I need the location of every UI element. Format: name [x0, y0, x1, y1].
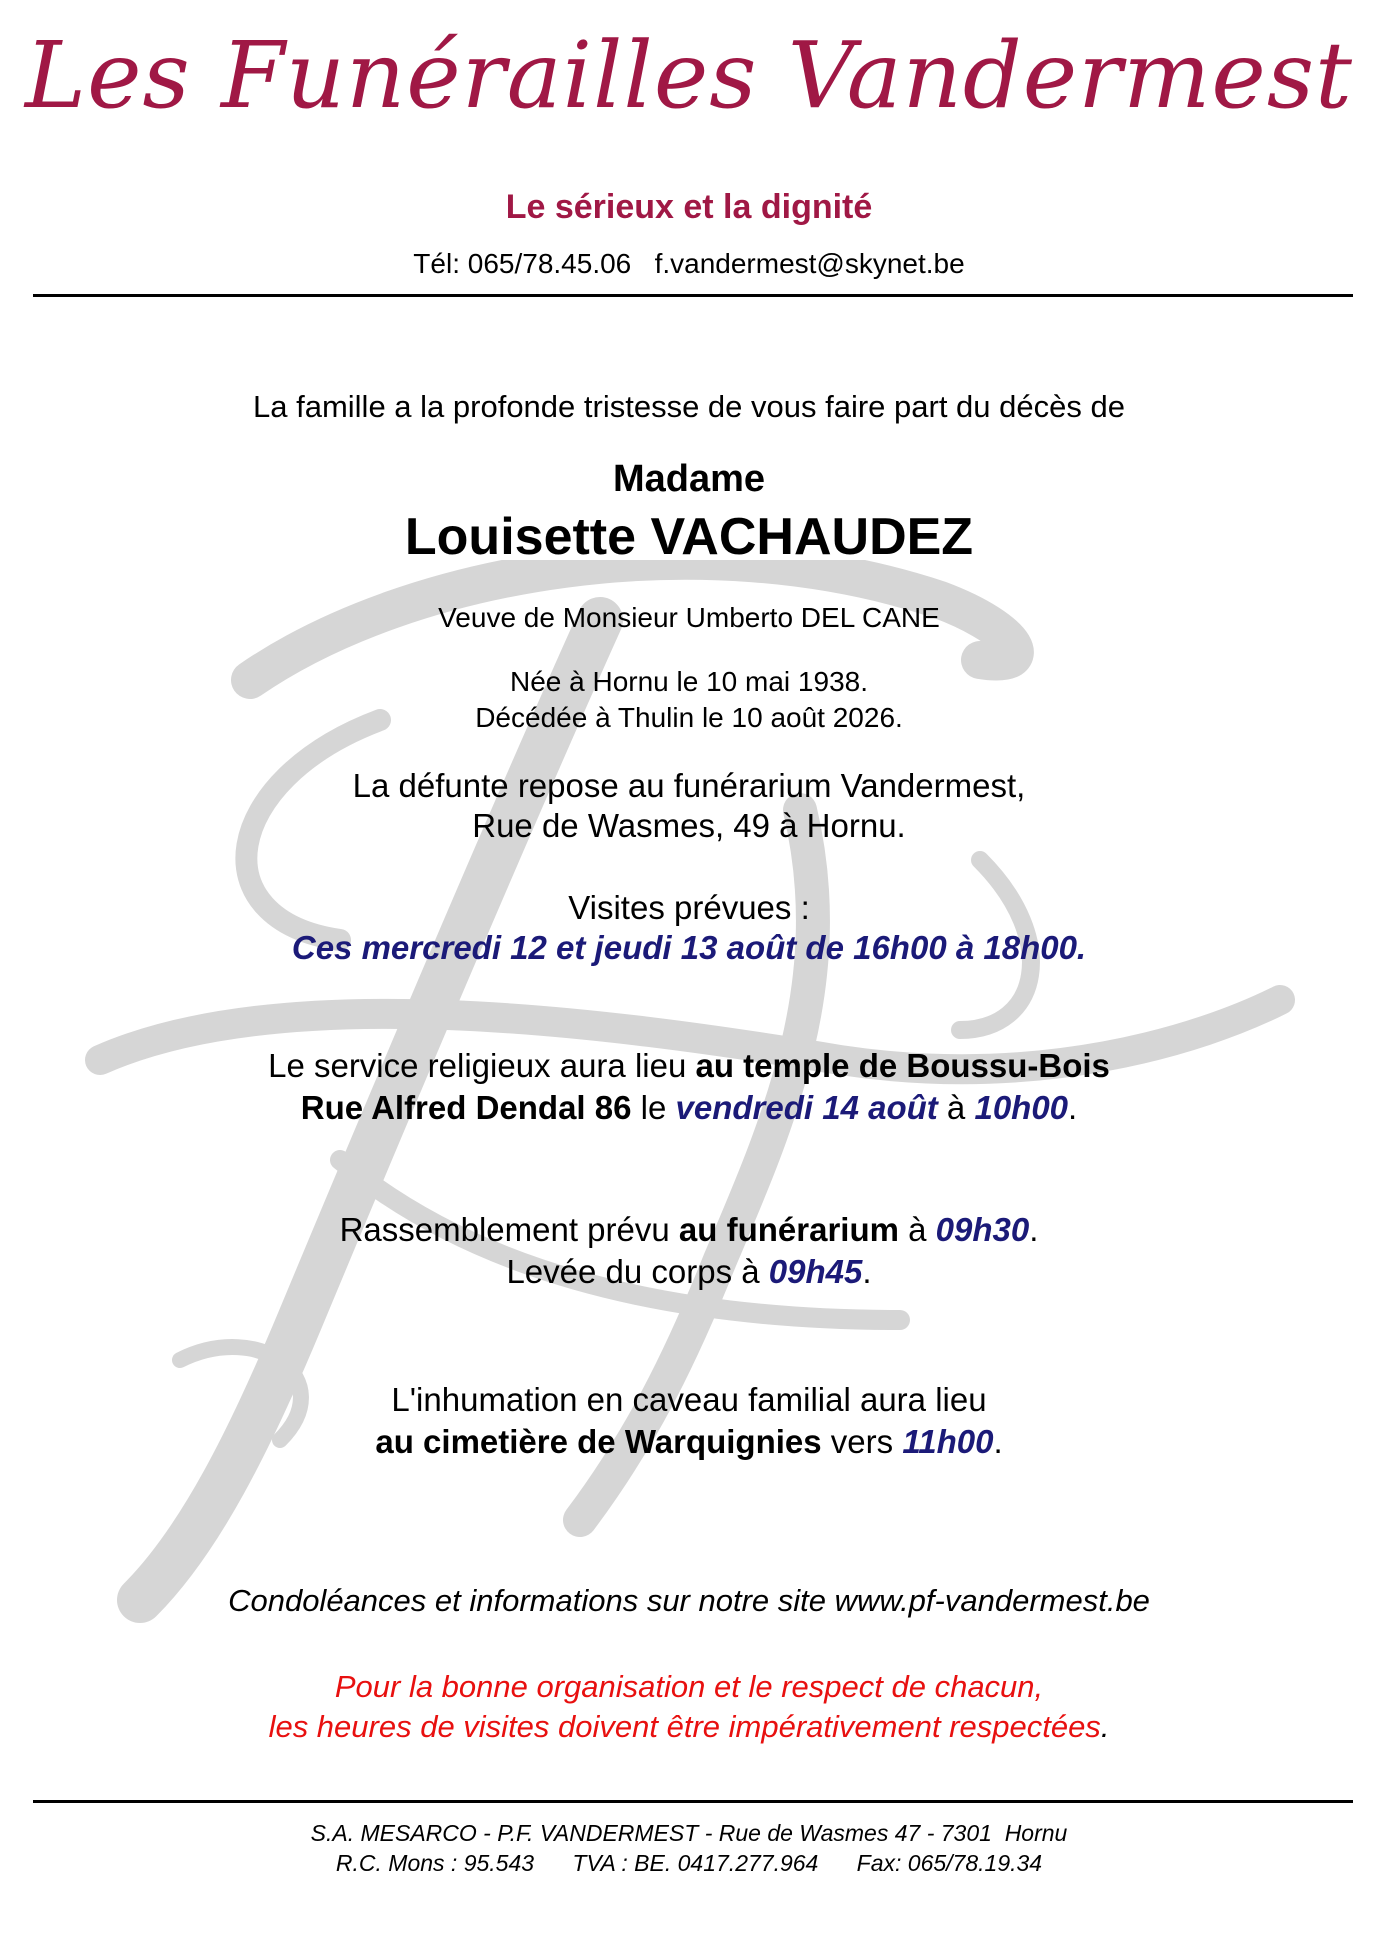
gathering-line-1: [0, 1210, 1378, 1250]
spouse-line: Veuve de Monsieur Umberto DEL CANE: [438, 602, 940, 633]
visits-label: Visites prévues :: [568, 889, 810, 926]
service-date: vendredi 14 août: [675, 1089, 938, 1126]
warning-end: .: [1100, 1709, 1110, 1744]
warning-line-2: [0, 1708, 1378, 1746]
lift-end: .: [862, 1253, 872, 1290]
service-line-1: [0, 1046, 1378, 1086]
warning-line-1: Pour la bonne organisation et le respect de chacun,: [334, 1669, 1044, 1704]
service-address: Rue Alfred Dendal 86: [300, 1089, 632, 1126]
gathering-time: 09h30: [935, 1211, 1030, 1248]
burial-vers: vers: [821, 1423, 903, 1460]
contact-info: Tél: 065/78.45.06 f.vandermest@skynet.be: [413, 248, 965, 279]
service-a: à: [937, 1089, 975, 1126]
service-time: 10h00: [974, 1089, 1069, 1126]
lift-time: 09h45: [768, 1253, 863, 1290]
footer-line-2: R.C. Mons : 95.543 TVA : BE. 0417.277.964 Fax: 065/78.19.34: [335, 1850, 1043, 1876]
brand-title: Les Funérailles Vandermest: [24, 22, 1354, 129]
condolences-line: Condoléances et informations sur notre site www.pf-vandermest.be: [228, 1583, 1150, 1618]
gathering-line-2: [0, 1252, 1378, 1292]
service-text: Le service religieux aura lieu: [268, 1047, 696, 1084]
gathering-text: Rassemblement prévu: [339, 1211, 679, 1248]
gathering-a: à: [898, 1211, 936, 1248]
burial-end: .: [993, 1423, 1003, 1460]
burial-line-2: [0, 1422, 1378, 1462]
deceased-name: Louisette VACHAUDEZ: [404, 508, 974, 566]
burial-line-1: L'inhumation en caveau familial aura lieu: [391, 1381, 987, 1418]
warning-text: les heures de visites doivent être impérativement respectées: [268, 1709, 1101, 1744]
deceased-title: Madame: [612, 458, 766, 500]
footer-line-1: S.A. MESARCO - P.F. VANDERMEST - Rue de Wasmes 47 - 7301 Hornu: [310, 1820, 1068, 1846]
header-divider: [33, 294, 1353, 297]
tagline: Le sérieux et la dignité: [505, 188, 873, 226]
gathering-place: au funérarium: [678, 1211, 899, 1248]
death-line: Décédée à Thulin le 10 août 2026.: [475, 702, 903, 733]
rest-line-2: Rue de Wasmes, 49 à Hornu.: [472, 807, 906, 844]
burial-place: au cimetière de Warquignies: [375, 1423, 822, 1460]
service-place: au temple de Boussu-Bois: [695, 1047, 1110, 1084]
service-line-2: [0, 1088, 1378, 1128]
intro-text: La famille a la profonde tristesse de vous faire part du décès de: [253, 389, 1125, 424]
burial-time: 11h00: [902, 1423, 994, 1460]
footer-divider: [33, 1800, 1353, 1803]
rest-line-1: La défunte repose au funérarium Vandermest,: [352, 767, 1026, 804]
visits-schedule: Ces mercredi 12 et jeudi 13 août de 16h00 à 18h00.: [291, 929, 1087, 966]
birth-line: Née à Hornu le 10 mai 1938.: [510, 666, 868, 697]
lift-text: Levée du corps à: [506, 1253, 769, 1290]
service-le: le: [631, 1089, 676, 1126]
gathering-end: .: [1029, 1211, 1039, 1248]
service-end: .: [1068, 1089, 1078, 1126]
